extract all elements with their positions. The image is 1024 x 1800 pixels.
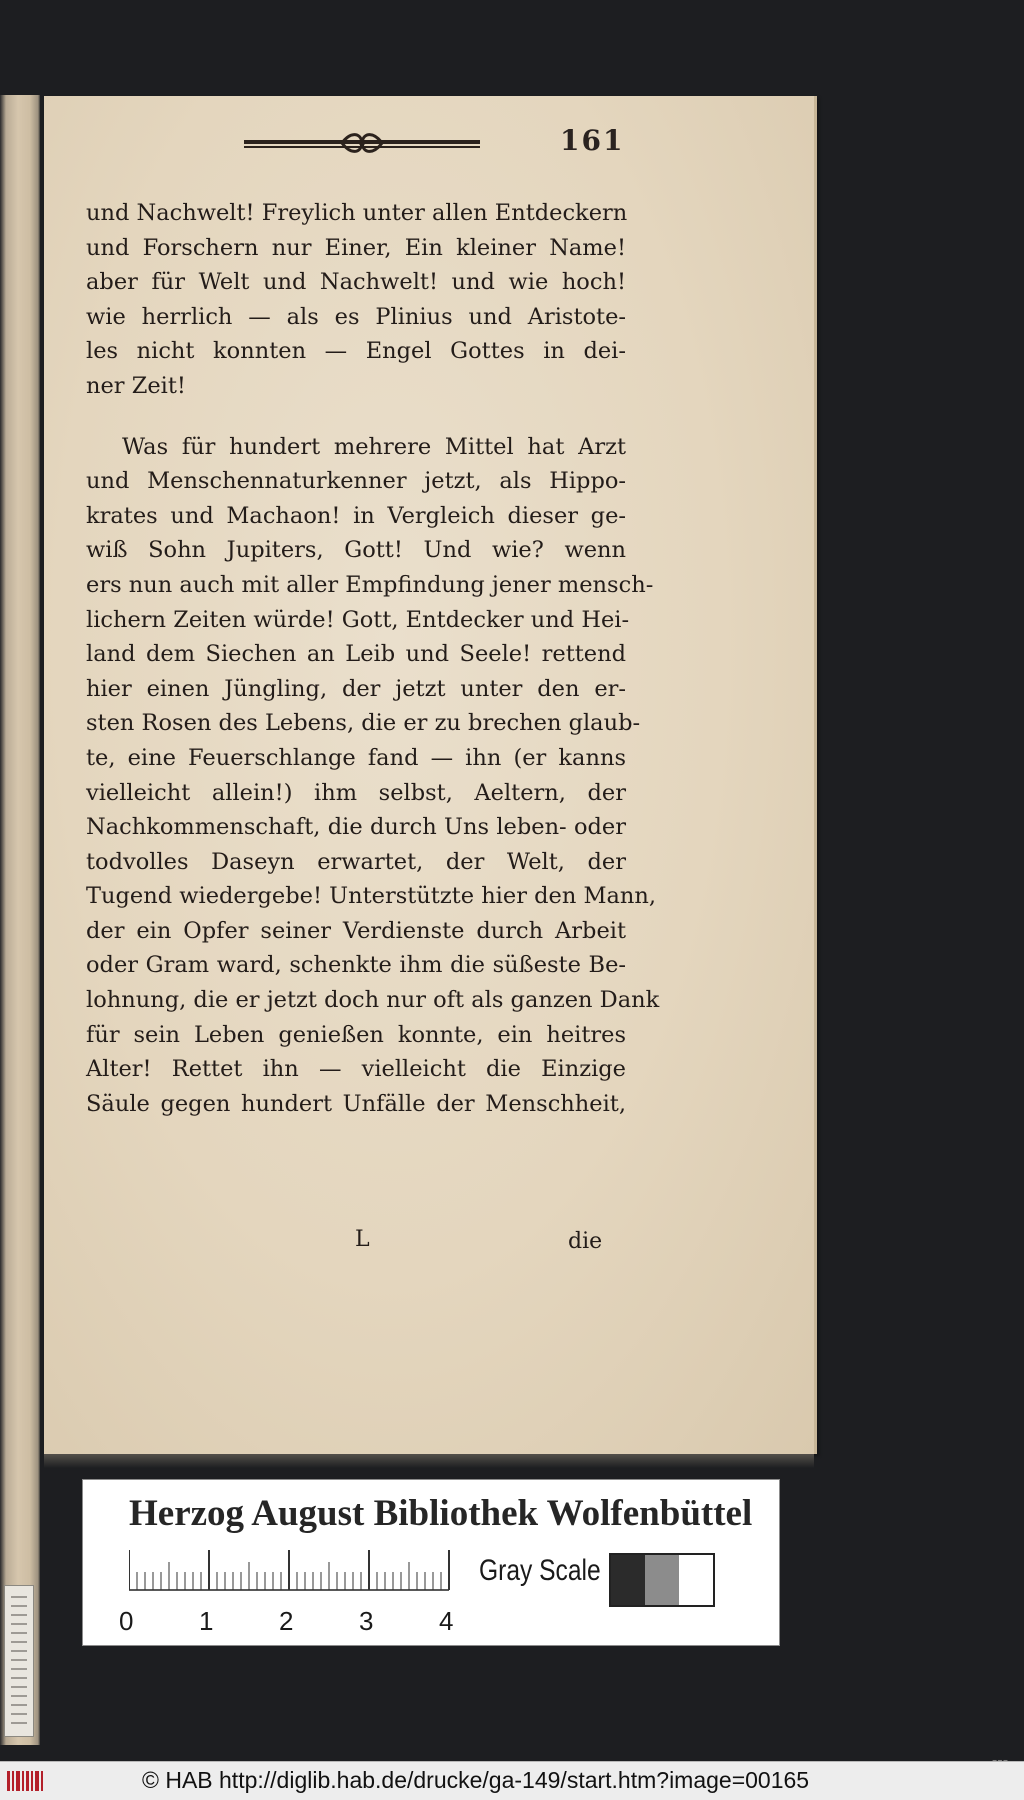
text-line: und Menschennaturkenner jetzt, als Hippo- <box>86 468 626 495</box>
ruler-number: 0 <box>119 1606 134 1636</box>
text-line: vielleicht allein!) ihm selbst, Aeltern, der <box>86 779 626 806</box>
text-line: oder Gram ward, schenkte ihm die süßeste Be- <box>86 952 626 979</box>
color-scale-card <box>82 1479 780 1646</box>
text-line: und Forschern nur Einer, Ein kleiner Name! <box>86 234 626 261</box>
footer-bar <box>0 1761 1024 1800</box>
text-line: les nicht konnten — Engel Gottes in dei- <box>86 338 626 365</box>
header-ornament-icon <box>242 128 482 158</box>
text-line: hier einen Jüngling, der jetzt unter den er- <box>86 675 626 702</box>
text-line: Nachkommenschaft, die durch Uns leben- oder <box>86 814 626 841</box>
spine-shelfmark-label <box>4 1585 34 1737</box>
text-line: krates und Machaon! in Vergleich dieser ge- <box>86 502 626 529</box>
hab-logo-icon <box>5 1768 45 1794</box>
text-line: aber für Welt und Nachwelt! und wie hoch! <box>86 269 626 296</box>
library-title: Herzog August Bibliothek Wolfenbüttel <box>129 1493 753 1534</box>
text-line: der ein Opfer seiner Verdienste durch Arbeit <box>86 917 626 944</box>
text-line: sten Rosen des Lebens, die er zu brechen glaub- <box>86 710 641 737</box>
ruler-number: 1 <box>199 1606 214 1636</box>
ruler-number: 2 <box>279 1606 294 1636</box>
text-line: ers nun auch mit aller Empfindung jener mensch- <box>86 571 654 598</box>
text-line: wie herrlich — als es Plinius und Aristote- <box>86 303 626 330</box>
text-line: Alter! Rettet ihn — vielleicht die Einzige <box>86 1056 626 1083</box>
text-line: land dem Siechen an Leib und Seele! rettend <box>86 641 626 668</box>
ruler-number: 3 <box>359 1606 374 1636</box>
text-line: wiß Sohn Jupiters, Gott! Und wie? wenn <box>86 537 626 564</box>
body-text <box>86 196 660 1121</box>
page-shadow <box>44 1454 814 1468</box>
text-line: Tugend wiedergebe! Unterstützte hier den Mann, <box>86 883 657 910</box>
gray-scale-swatch <box>609 1553 715 1607</box>
text-line: te, eine Feuerschlange fand — ihn (er kanns <box>86 744 626 771</box>
text-line: Was für hundert mehrere Mittel hat Arzt <box>122 433 626 460</box>
gray-swatch-mid <box>645 1555 679 1605</box>
text-line: todvolles Daseyn erwartet, der Welt, der <box>86 848 626 875</box>
ruler-scale <box>129 1550 459 1605</box>
text-line: lohnung, die er jetzt doch nur oft als ganzen Dank <box>86 987 660 1014</box>
text-line: und Nachwelt! Freylich unter allen Entdeckern <box>86 200 628 226</box>
gray-scale-label: Gray Scale <box>479 1554 601 1587</box>
text-line: lichern Zeiten würde! Gott, Entdecker und Hei- <box>86 606 630 633</box>
text-line: für sein Leben genießen konnte, ein heitres <box>86 1021 626 1048</box>
text-line: Säule gegen hundert Unfälle der Menschheit, <box>86 1090 626 1117</box>
gray-swatch-light <box>679 1555 713 1605</box>
catchword: die <box>568 1229 603 1254</box>
text-line: ner Zeit! <box>86 372 186 399</box>
gray-swatch-dark <box>611 1555 645 1605</box>
ruler-number: 4 <box>439 1606 454 1636</box>
signature-mark: L <box>355 1227 370 1252</box>
copyright-url: © HAB http://diglib.hab.de/drucke/ga-149/start.htm?image=00165 <box>142 1767 810 1793</box>
adjacent-page-spine <box>0 95 40 1745</box>
paragraph-1 <box>86 196 626 404</box>
page-number: 161 <box>560 124 625 157</box>
paragraph-2 <box>86 430 660 1122</box>
